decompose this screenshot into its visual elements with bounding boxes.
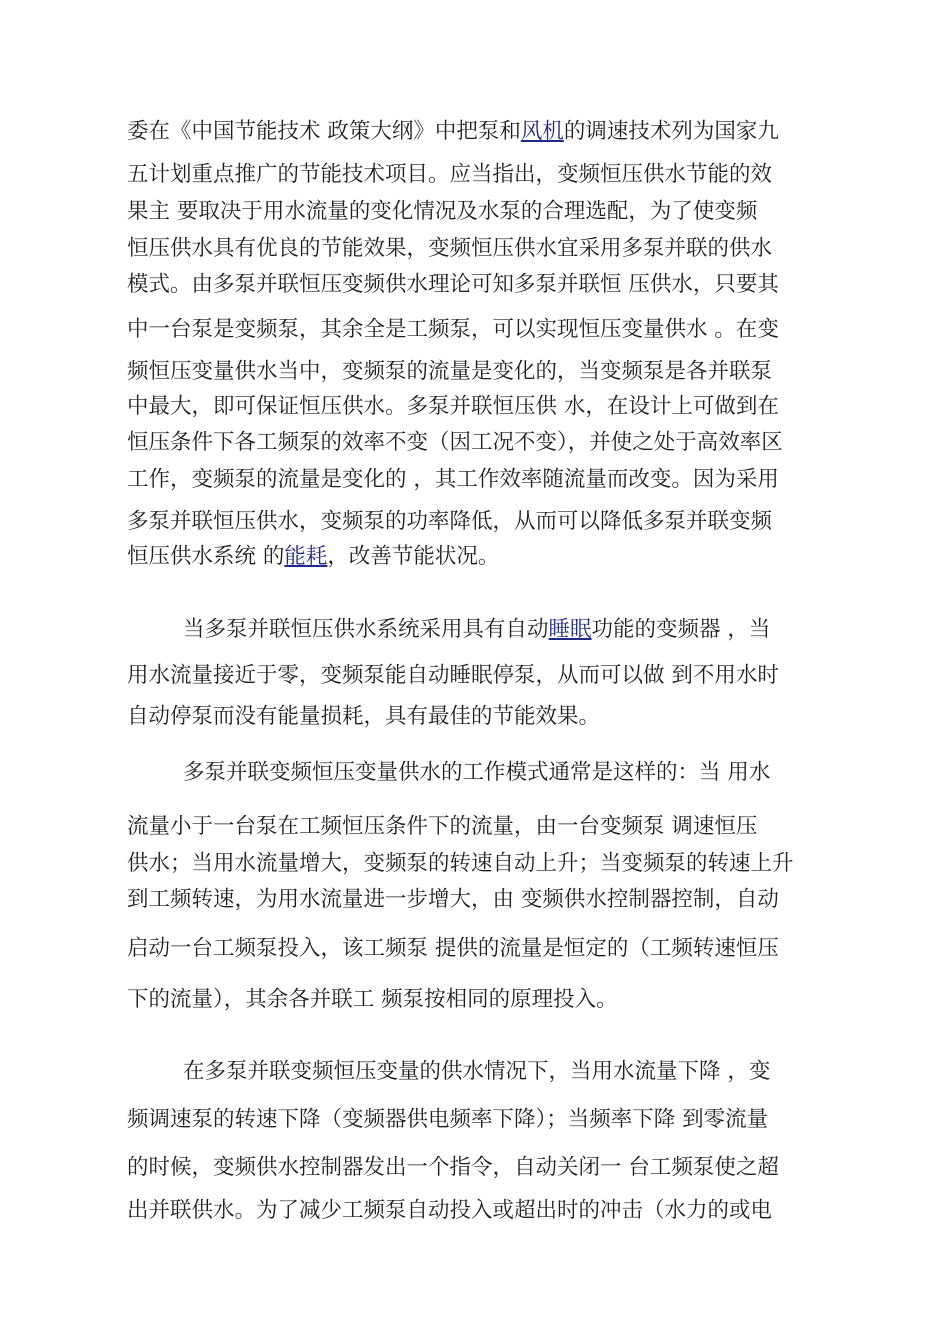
text-line xyxy=(127,428,847,458)
text-run: 启动一台工频泵投入，该工频泵 提供的流量是恒定的（工频转速恒压 xyxy=(127,936,779,961)
text-line xyxy=(127,985,847,1015)
text-run: 委在《中国节能技术 政策大纲》中把泵和 xyxy=(127,119,521,144)
text-line xyxy=(127,507,847,537)
text-run: 功能的变频器 ，当 xyxy=(591,617,771,642)
text-line xyxy=(127,1196,847,1226)
text-line xyxy=(127,885,847,915)
text-run: 频恒压变量供水当中，变频泵的流量是变化的，当变频泵是各并联泵 xyxy=(127,359,773,384)
text-run: 频调速泵的转速下降（变频器供电频率下降）；当频率下降 到零流量 xyxy=(127,1107,769,1132)
text-line xyxy=(127,234,847,264)
text-line xyxy=(127,1153,847,1183)
text-line xyxy=(127,197,847,227)
text-run: ，改善节能状况。 xyxy=(327,544,500,569)
text-run: 当多泵并联恒压供水系统采用具有自动 xyxy=(183,617,549,642)
text-line xyxy=(127,270,847,300)
text-run: 恒压供水具有优良的节能效果，变频恒压供水宜采用多泵并联的供水 xyxy=(127,236,773,261)
text-run: 出并联供水。为了减少工频泵自动投入或超出时的冲击（水力的或电 xyxy=(127,1198,773,1223)
text-line xyxy=(183,1057,847,1087)
text-line xyxy=(127,392,847,422)
text-run: 供水；当用水流量增大，变频泵的转速自动上升；当变频泵的转速上升 xyxy=(127,851,794,876)
text-run: 中一台泵是变频泵，其余全是工频泵，可以实现恒压变量供水 。在变 xyxy=(127,317,779,342)
text-run: 自动停泵而没有能量损耗，具有最佳的节能效果。 xyxy=(127,704,601,729)
text-line xyxy=(127,849,847,879)
hyperlink[interactable]: 风机 xyxy=(520,119,564,144)
text-line xyxy=(127,357,847,387)
text-run: 果主 要取决于用水流量的变化情况及水泵的合理选配，为了使变频 xyxy=(127,199,758,224)
text-line xyxy=(127,315,847,345)
text-run: 恒压条件下各工频泵的效率不变（因工况不变），并使之处于高效率区 xyxy=(127,430,783,455)
text-line xyxy=(127,542,847,572)
text-run: 的调速技术列为国家九 xyxy=(563,119,779,144)
text-run: 恒压供水系统 的 xyxy=(127,544,285,569)
text-run: 用水流量接近于零，变频泵能自动睡眠停泵，从而可以做 到不用水时 xyxy=(127,663,779,688)
hyperlink[interactable]: 能耗 xyxy=(284,544,328,569)
text-run: 中最大，即可保证恒压供水。多泵并联恒压供 水，在设计上可做到在 xyxy=(127,394,779,419)
text-line xyxy=(127,1105,847,1135)
text-line xyxy=(127,934,847,964)
text-line xyxy=(127,465,847,495)
text-run: 多泵并联恒压供水，变频泵的功率降低，从而可以降低多泵并联变频 xyxy=(127,509,773,534)
text-line xyxy=(183,758,847,788)
text-line xyxy=(183,615,847,645)
text-run: 多泵并联变频恒压变量供水的工作模式通常是这样的：当 用水 xyxy=(183,760,771,785)
text-line xyxy=(127,160,847,190)
text-line xyxy=(127,117,847,147)
hyperlink[interactable]: 睡眠 xyxy=(548,617,592,642)
text-line xyxy=(127,812,847,842)
text-run: 模式。由多泵并联恒压变频供水理论可知多泵并联恒 压供水，只要其 xyxy=(127,272,779,297)
text-run: 工作，变频泵的流量是变化的 ，其工作效率随流量而改变。因为采用 xyxy=(127,467,779,492)
text-line xyxy=(127,661,847,691)
text-run: 下的流量），其余各并联工 频泵按相同的原理投入。 xyxy=(127,987,618,1012)
text-run: 流量小于一台泵在工频恒压条件下的流量，由一台变频泵 调速恒压 xyxy=(127,814,758,839)
text-line xyxy=(127,702,847,732)
text-run: 到工频转速，为用水流量进一步增大，由 变频供水控制器控制，自动 xyxy=(127,887,779,912)
text-run: 的时候，变频供水控制器发出一个指令，自动关闭一 台工频泵使之超 xyxy=(127,1155,779,1180)
text-run: 五计划重点推广的节能技术项目。应当指出，变频恒压供水节能的效 xyxy=(127,162,773,187)
text-run: 在多泵并联变频恒压变量的供水情况下，当用水流量下降 ，变 xyxy=(183,1059,771,1084)
